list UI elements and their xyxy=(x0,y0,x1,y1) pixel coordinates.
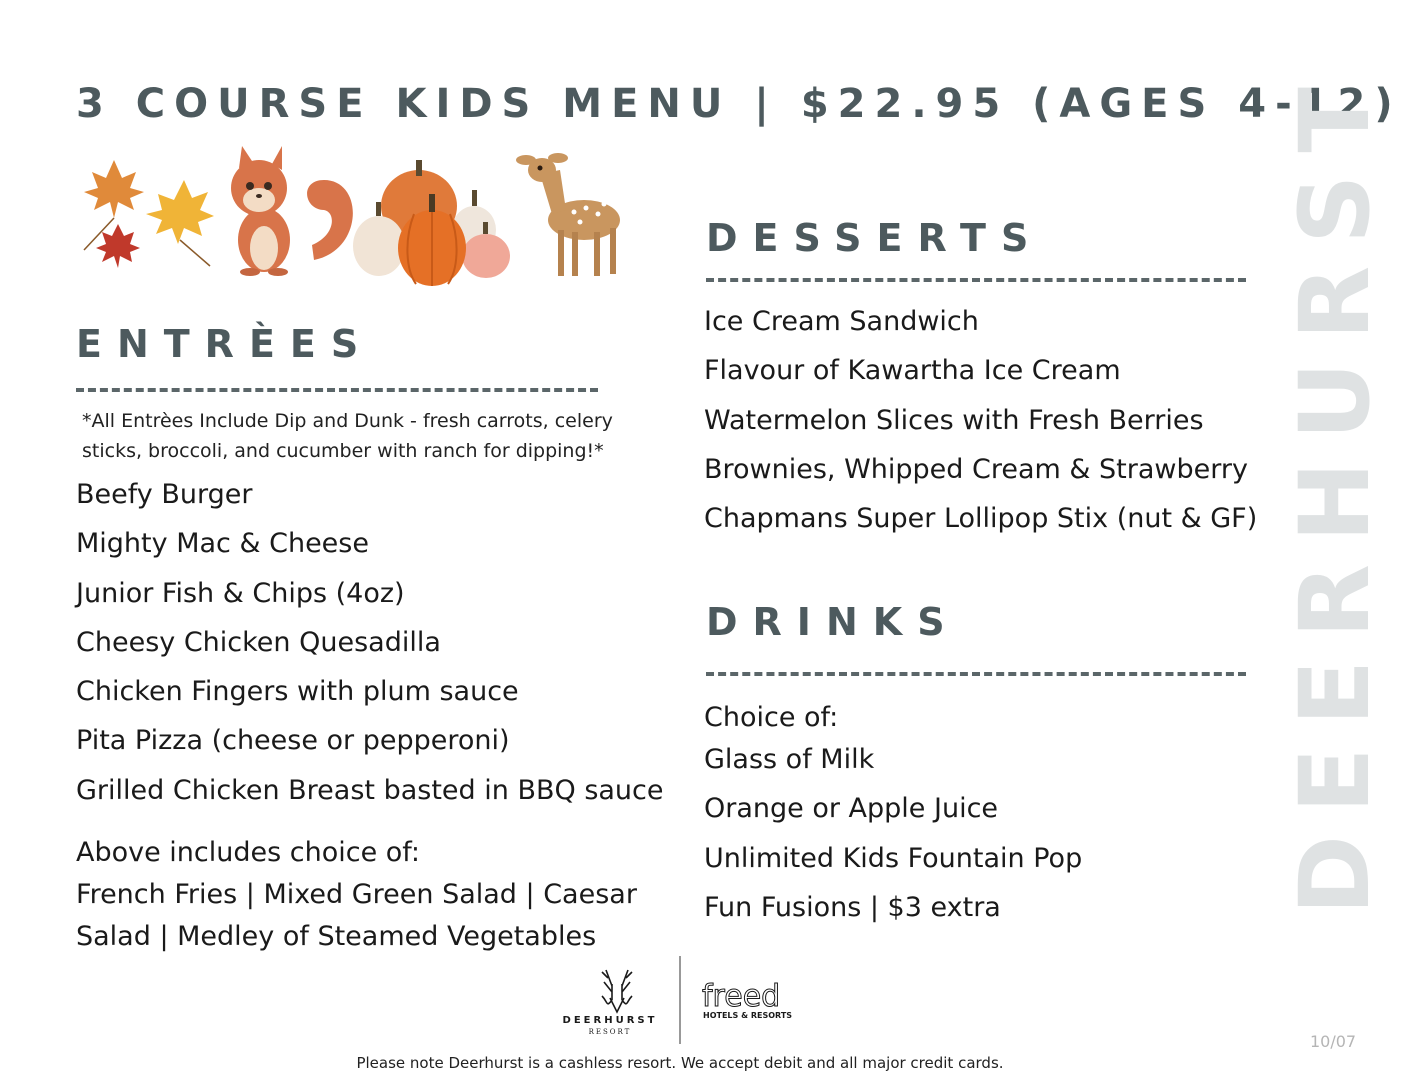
dessert-item: Flavour of Kawartha Ice Cream xyxy=(704,355,1121,387)
dessert-item: Brownies, Whipped Cream & Strawberry xyxy=(704,453,1248,485)
brand-logos xyxy=(560,956,820,1046)
entree-item: Cheesy Chicken Quesadilla xyxy=(76,626,441,658)
dessert-item: Watermelon Slices with Fresh Berries xyxy=(704,404,1204,436)
dessert-item: Chapmans Super Lollipop Stix (nut & GF) xyxy=(704,503,1258,535)
entree-item: Grilled Chicken Breast basted in BBQ sauce xyxy=(76,774,664,806)
drink-item: Unlimited Kids Fountain Pop xyxy=(704,842,1083,874)
entrees-divider xyxy=(76,388,598,392)
deerhurst-logo-sub: RESORT xyxy=(588,1028,632,1036)
autumn-illustration xyxy=(74,140,634,290)
entrees-note: *All Entrèes Include Dip and Dunk - fresh carrots, celery sticks, broccoli, and cucumber with ranch for dipping!* xyxy=(82,410,613,462)
deerhurst-logo-name: DEERHURST xyxy=(562,1015,658,1026)
yellow-leaf-icon xyxy=(146,180,214,266)
squirrel-icon xyxy=(231,146,353,276)
freed-logo-sub: HOTELS & RESORTS xyxy=(703,1011,793,1020)
sides-line-1: French Fries | Mixed Green Salad | Caesar xyxy=(76,879,637,910)
entree-item: Beefy Burger xyxy=(76,479,253,510)
deer-antler-logo-icon xyxy=(602,970,632,1012)
drink-item: Orange or Apple Juice xyxy=(704,793,999,825)
sides-intro: Above includes choice of: xyxy=(76,837,420,868)
sides-line-2: Salad | Medley of Steamed Vegetables xyxy=(76,921,597,952)
drink-item: Glass of Milk xyxy=(704,744,875,775)
entree-item: Chicken Fingers with plum sauce xyxy=(76,676,519,708)
desserts-divider xyxy=(706,278,1246,282)
entree-item: Pita Pizza (cheese or pepperoni) xyxy=(76,725,510,757)
side-brand-wordmark xyxy=(1279,40,1392,940)
drinks-divider xyxy=(706,672,1246,676)
menu-title: 3 COURSE KIDS MENU | $22.95 (AGES 4-12) xyxy=(76,81,1402,127)
side-brand-text: DEERHURST xyxy=(1279,65,1392,915)
drinks-heading: DRINKS xyxy=(706,600,960,644)
drinks-intro: Choice of: xyxy=(704,702,839,733)
entrees-list xyxy=(76,478,664,823)
footer-note: Please note Deerhurst is a cashless resort. We accept debit and all major credit cards. xyxy=(356,1054,1004,1072)
entree-item: Junior Fish & Chips (4oz) xyxy=(76,577,405,609)
date-code: 10/07 xyxy=(1310,1032,1357,1051)
dessert-item: Ice Cream Sandwich xyxy=(704,306,979,337)
drink-item: Fun Fusions | $3 extra xyxy=(704,891,1001,923)
desserts-heading: DESSERTS xyxy=(706,216,1044,260)
drinks-list xyxy=(704,743,1082,940)
entree-item: Mighty Mac & Cheese xyxy=(76,528,369,560)
pumpkin-group-icon xyxy=(353,160,510,286)
desserts-list xyxy=(704,305,1257,551)
freed-logo-name: freed xyxy=(702,979,781,1014)
fawn-icon xyxy=(516,153,620,276)
entrees-heading: ENTRÈES xyxy=(76,322,374,366)
